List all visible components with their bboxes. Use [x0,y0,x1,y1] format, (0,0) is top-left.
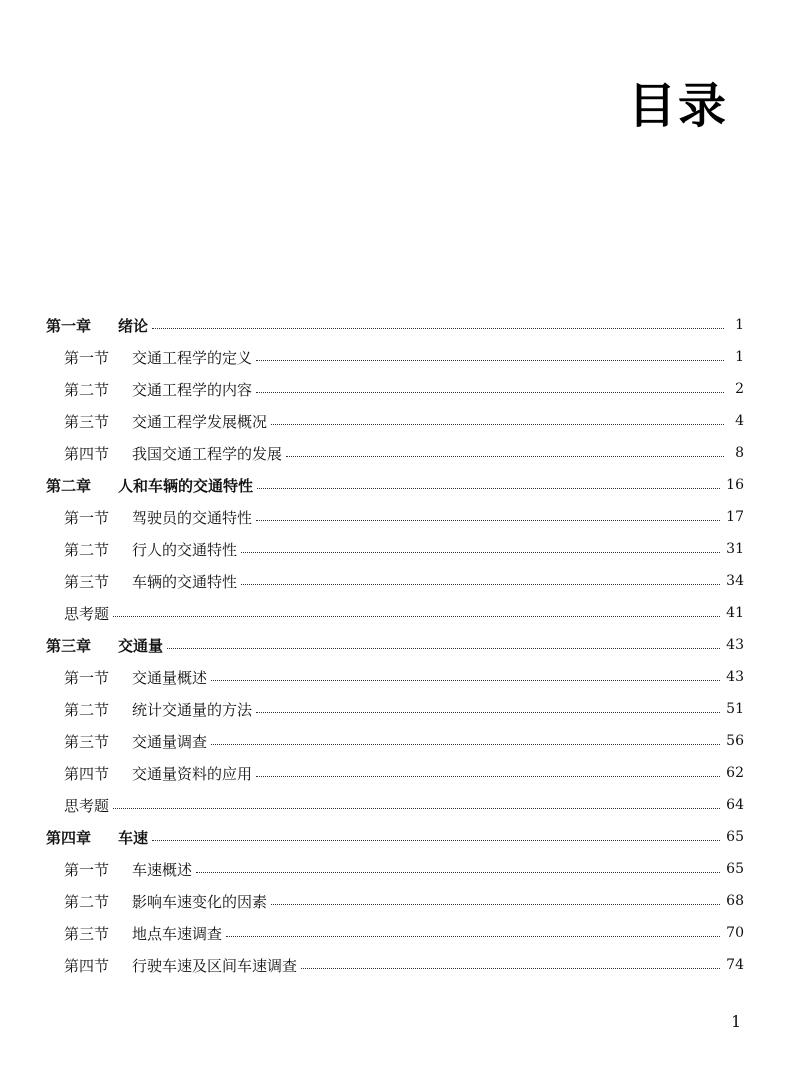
toc-entry-title: 人和车辆的交通特性 [118,476,254,495]
dot-leader [256,712,720,713]
dot-leader [257,488,720,489]
toc-entry-title: 交通工程学的定义 [132,348,253,367]
toc-entry-page: 2 [735,381,744,397]
toc-entry-title: 交通量调查 [132,732,208,751]
toc-section-row[interactable] [46,437,744,469]
dot-leader [113,808,720,809]
dot-leader [256,776,720,777]
toc-section-row[interactable] [46,565,744,597]
dot-leader [152,840,720,841]
toc-entry-page: 1 [735,317,744,333]
dot-leader [271,904,720,905]
toc-section-row[interactable] [46,597,744,629]
toc-entry-title: 交通量概述 [132,668,208,687]
dot-leader [286,456,724,457]
toc-entry-title: 地点车速调查 [132,924,223,943]
toc-section-row[interactable] [46,341,744,373]
toc-entry-title: 统计交通量的方法 [132,700,253,719]
toc-entry-number: 第二章 [46,476,92,495]
toc-entry-page: 4 [735,413,744,429]
toc-entry-page: 43 [726,637,744,653]
toc-section-row[interactable] [46,885,744,917]
toc-entry-number: 第四节 [64,444,110,463]
toc-entry-title: 绪论 [118,316,149,335]
toc-chapter-row[interactable] [46,629,744,661]
toc-section-row[interactable] [46,501,744,533]
toc-entry-page: 64 [726,797,744,813]
dot-leader [152,328,724,329]
toc-section-row[interactable] [46,533,744,565]
toc-section-row[interactable] [46,949,744,981]
toc-entry-title: 车速 [118,828,149,847]
toc-entry-page: 62 [726,765,744,781]
dot-leader [271,424,724,425]
toc-entry-title: 我国交通工程学的发展 [132,444,283,463]
toc-entry-page: 31 [726,541,744,557]
toc-entry-number: 第三节 [64,924,110,943]
toc-entry-page: 1 [735,349,744,365]
toc-entry-title: 驾驶员的交通特性 [132,508,253,527]
toc-section-row[interactable] [46,373,744,405]
toc-entry-title: 交通量资料的应用 [132,764,253,783]
toc-entry-page: 51 [726,701,744,717]
toc-section-row[interactable] [46,693,744,725]
toc-entry-number: 第四节 [64,764,110,783]
toc-entry-number: 第三节 [64,732,110,751]
toc-entry-number: 第二节 [64,380,110,399]
toc-section-row[interactable] [46,917,744,949]
toc-entry-page: 16 [726,477,744,493]
toc-entry-title: 车速概述 [132,860,193,879]
toc-entry-number: 第二节 [64,700,110,719]
dot-leader [211,744,720,745]
toc-entry-title: 影响车速变化的因素 [132,892,268,911]
toc-entry-title: 交通工程学的内容 [132,380,253,399]
toc-section-row[interactable] [46,725,744,757]
toc-entry-number: 第一节 [64,348,110,367]
dot-leader [113,616,720,617]
dot-leader [301,968,720,969]
page-number: 1 [731,1012,742,1031]
toc-entry-number: 第二节 [64,892,110,911]
dot-leader [167,648,720,649]
dot-leader [226,936,720,937]
toc-entry-title: 车辆的交通特性 [132,572,238,591]
toc-entry-number: 第一节 [64,668,110,687]
toc-entry-page: 8 [735,445,744,461]
toc-entry-page: 70 [726,925,744,941]
dot-leader [241,584,720,585]
toc-entry-page: 34 [726,573,744,589]
toc-chapter-row[interactable] [46,309,744,341]
toc-entry-page: 74 [726,957,744,973]
toc-entry-page: 41 [726,605,744,621]
toc-entry-title: 交通量 [118,636,164,655]
toc-section-row[interactable] [46,853,744,885]
toc-entry-page: 56 [726,733,744,749]
toc-chapter-row[interactable] [46,821,744,853]
toc-entry-page: 68 [726,893,744,909]
toc-entry-page: 65 [726,829,744,845]
dot-leader [256,360,724,361]
toc-section-row[interactable] [46,757,744,789]
toc-entry-title: 思考题 [64,796,110,815]
toc-entry-title: 交通工程学发展概况 [132,412,268,431]
dot-leader [256,392,724,393]
dot-leader [256,520,720,521]
table-of-contents [46,309,744,981]
dot-leader [196,872,720,873]
toc-section-row[interactable] [46,661,744,693]
dot-leader [211,680,720,681]
toc-entry-number: 第二节 [64,540,110,559]
toc-entry-number: 第一节 [64,860,110,879]
toc-entry-number: 第四章 [46,828,92,847]
toc-entry-number: 第三节 [64,412,110,431]
toc-section-row[interactable] [46,789,744,821]
toc-entry-title: 行驶车速及区间车速调查 [132,956,298,975]
toc-entry-number: 第三章 [46,636,92,655]
toc-entry-title: 行人的交通特性 [132,540,238,559]
page-title: 目录 [628,78,729,134]
toc-entry-number: 第一章 [46,316,92,335]
toc-entry-page: 65 [726,861,744,877]
toc-entry-number: 第三节 [64,572,110,591]
toc-chapter-row[interactable] [46,469,744,501]
toc-section-row[interactable] [46,405,744,437]
dot-leader [241,552,720,553]
toc-entry-page: 17 [726,509,744,525]
toc-entry-number: 第四节 [64,956,110,975]
toc-entry-title: 思考题 [64,604,110,623]
toc-entry-page: 43 [726,669,744,685]
toc-entry-number: 第一节 [64,508,110,527]
